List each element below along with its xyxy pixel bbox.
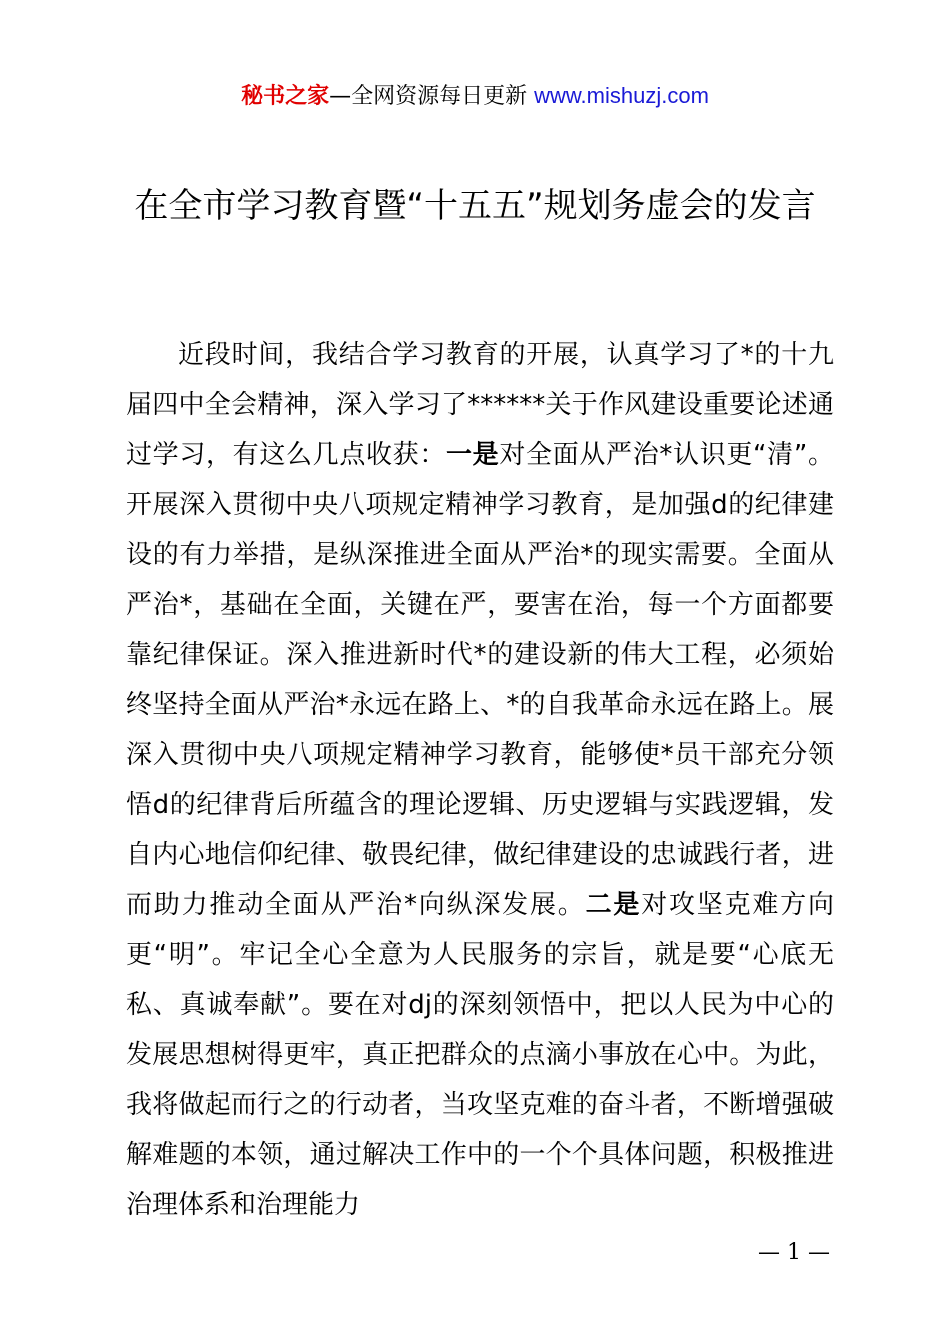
brand-name: 秘书之家 [241,84,330,109]
paragraph-intro: 近段时间，我结合学习教育的开展，认真学习了*的十九届四中全会精神，深入学习了******关于作风建设重要论述通过学习，有这么几点收获： [126,340,834,470]
site-url[interactable]: www.mishuzj.com [534,83,709,108]
point-label-second: 二是 [585,890,642,920]
paragraph-point-two: 对攻坚克难方向更“明”。牢记全心全意为人民服务的宗旨，就是要“心底无私、真诚奉献”。要在对dj的深刻领悟中，把以人民为中心的发展思想树得更牢，真正把群众的点滴小事放在心中。为此，我将做起而行之的行动者，当攻坚克难的奋斗者，不断增强破解难题的本领，通过解决工作中的一个个具体问题，积极推进治理体系和治理能力 [126,890,834,1220]
page-number: — 1 — [758,1240,830,1265]
point-label-first: 一是 [446,440,500,470]
document-title: 在全市学习教育暨“十五五”规划务虚会的发言 [134,186,816,226]
site-header [0,80,950,113]
header-tagline: —全网资源每日更新 [329,84,528,109]
body-paragraph [126,330,834,1230]
paragraph-point-one: 对全面从严治*认识更“清”。开展深入贯彻中央八项规定精神学习教育，是加强d的纪律建设的有力举措，是纵深推进全面从严治*的现实需要。全面从严治*，基础在全面，关键在严，要害在治，每一个方面都要靠纪律保证。深入推进新时代*的建设新的伟大工程，必须始终坚持全面从严治*永远在路上、*的自我革命永远在路上。展深入贯彻中央八项规定精神学习教育，能够使*员干部充分领悟d的纪律背后所蕴含的理论逻辑、历史逻辑与实践逻辑，发自内心地信仰纪律、敬畏纪律，做纪律建设的忠诚践行者，进而助力推动全面从严治*向纵深发展。 [126,440,834,920]
